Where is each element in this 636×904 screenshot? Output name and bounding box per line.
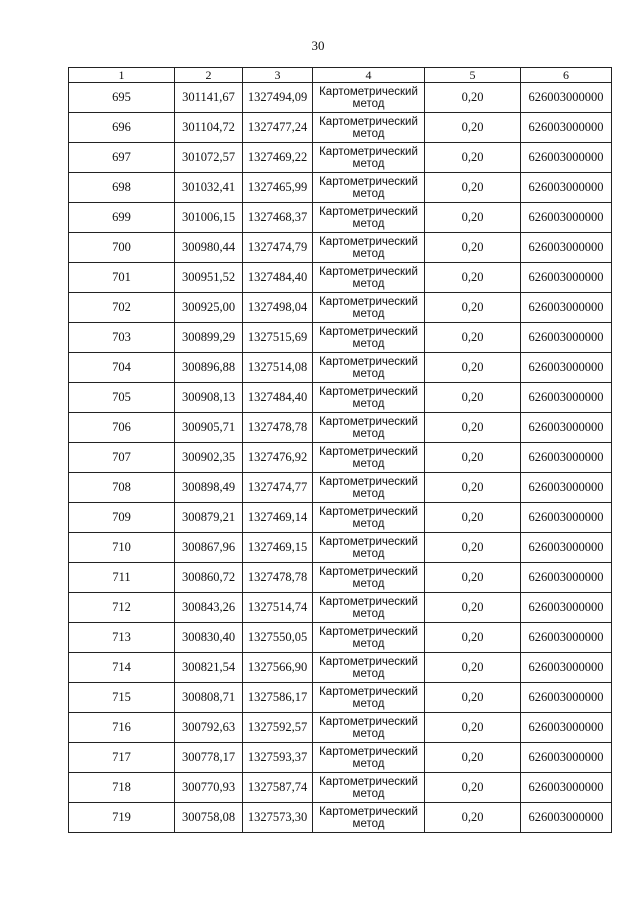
coordinate-x-cell: 300867,96 bbox=[175, 533, 243, 563]
column-header: 6 bbox=[521, 68, 612, 83]
point-number-cell: 699 bbox=[69, 203, 175, 233]
coordinate-y-cell: 1327469,15 bbox=[243, 533, 313, 563]
table-row bbox=[69, 563, 612, 593]
cadastral-code-cell: 626003000000 bbox=[521, 83, 612, 113]
coordinate-x-cell: 300808,71 bbox=[175, 683, 243, 713]
point-number-cell: 696 bbox=[69, 113, 175, 143]
method-cell bbox=[313, 713, 425, 743]
method-cell bbox=[313, 503, 425, 533]
accuracy-cell: 0,20 bbox=[425, 263, 521, 293]
cadastral-code-cell: 626003000000 bbox=[521, 653, 612, 683]
point-number-cell: 703 bbox=[69, 323, 175, 353]
cadastral-code-cell: 626003000000 bbox=[521, 473, 612, 503]
coordinate-y-cell: 1327474,79 bbox=[243, 233, 313, 263]
coordinate-x-cell: 300905,71 bbox=[175, 413, 243, 443]
accuracy-cell: 0,20 bbox=[425, 353, 521, 383]
method-cell bbox=[313, 143, 425, 173]
accuracy-cell: 0,20 bbox=[425, 623, 521, 653]
cadastral-code-cell: 626003000000 bbox=[521, 383, 612, 413]
column-header: 4 bbox=[313, 68, 425, 83]
point-number-cell: 695 bbox=[69, 83, 175, 113]
method-text: метод bbox=[352, 307, 385, 320]
point-number-cell: 718 bbox=[69, 773, 175, 803]
page-number: 30 bbox=[311, 38, 325, 53]
point-number-cell: 697 bbox=[69, 143, 175, 173]
method-cell bbox=[313, 383, 425, 413]
coordinate-y-cell: 1327498,04 bbox=[243, 293, 313, 323]
coordinate-x-cell: 301141,67 bbox=[175, 83, 243, 113]
cadastral-code-cell: 626003000000 bbox=[521, 173, 612, 203]
cadastral-code-cell: 626003000000 bbox=[521, 233, 612, 263]
method-cell bbox=[313, 593, 425, 623]
cadastral-code-cell: 626003000000 bbox=[521, 623, 612, 653]
accuracy-cell: 0,20 bbox=[425, 713, 521, 743]
point-number-cell: 702 bbox=[69, 293, 175, 323]
column-header: 2 bbox=[175, 68, 243, 83]
accuracy-cell: 0,20 bbox=[425, 773, 521, 803]
cadastral-code-cell: 626003000000 bbox=[521, 323, 612, 353]
method-text: Картометрический bbox=[319, 445, 418, 458]
coordinate-x-cell: 300830,40 bbox=[175, 623, 243, 653]
point-number-cell: 713 bbox=[69, 623, 175, 653]
coordinate-x-cell: 301006,15 bbox=[175, 203, 243, 233]
point-number-cell: 716 bbox=[69, 713, 175, 743]
point-number-cell: 712 bbox=[69, 593, 175, 623]
method-text: Картометрический bbox=[319, 325, 418, 338]
table-row bbox=[69, 473, 612, 503]
coordinate-y-cell: 1327478,78 bbox=[243, 413, 313, 443]
cadastral-code-cell: 626003000000 bbox=[521, 713, 612, 743]
cadastral-code-cell: 626003000000 bbox=[521, 443, 612, 473]
table-row bbox=[69, 503, 612, 533]
coordinate-y-cell: 1327514,08 bbox=[243, 353, 313, 383]
coordinate-x-cell: 300896,88 bbox=[175, 353, 243, 383]
cadastral-code-cell: 626003000000 bbox=[521, 413, 612, 443]
table-row bbox=[69, 323, 612, 353]
table-row bbox=[69, 713, 612, 743]
table-row bbox=[69, 623, 612, 653]
coordinates-table bbox=[68, 67, 612, 833]
cadastral-code-cell: 626003000000 bbox=[521, 563, 612, 593]
table-row bbox=[69, 683, 612, 713]
coordinate-y-cell: 1327593,37 bbox=[243, 743, 313, 773]
method-text: Картометрический bbox=[319, 295, 418, 308]
point-number-cell: 698 bbox=[69, 173, 175, 203]
method-text: Картометрический bbox=[319, 475, 418, 488]
method-text: метод bbox=[352, 427, 385, 440]
method-cell bbox=[313, 83, 425, 113]
accuracy-cell: 0,20 bbox=[425, 683, 521, 713]
cadastral-code-cell: 626003000000 bbox=[521, 743, 612, 773]
method-cell bbox=[313, 473, 425, 503]
coordinate-y-cell: 1327469,14 bbox=[243, 503, 313, 533]
method-text: Картометрический bbox=[319, 205, 418, 218]
coordinate-x-cell: 300980,44 bbox=[175, 233, 243, 263]
coordinate-x-cell: 300908,13 bbox=[175, 383, 243, 413]
coordinate-y-cell: 1327587,74 bbox=[243, 773, 313, 803]
method-text: Картометрический bbox=[319, 145, 418, 158]
cadastral-code-cell: 626003000000 bbox=[521, 203, 612, 233]
method-cell bbox=[313, 293, 425, 323]
accuracy-cell: 0,20 bbox=[425, 383, 521, 413]
accuracy-cell: 0,20 bbox=[425, 143, 521, 173]
table-row bbox=[69, 593, 612, 623]
coordinate-y-cell: 1327550,05 bbox=[243, 623, 313, 653]
accuracy-cell: 0,20 bbox=[425, 593, 521, 623]
coordinate-y-cell: 1327476,92 bbox=[243, 443, 313, 473]
method-text: метод bbox=[352, 337, 385, 350]
method-cell bbox=[313, 533, 425, 563]
method-cell bbox=[313, 773, 425, 803]
method-text: метод bbox=[352, 577, 385, 590]
accuracy-cell: 0,20 bbox=[425, 83, 521, 113]
method-text: метод bbox=[352, 397, 385, 410]
table-row bbox=[69, 653, 612, 683]
method-text: Картометрический bbox=[319, 565, 418, 578]
method-cell bbox=[313, 563, 425, 593]
coordinate-x-cell: 300951,52 bbox=[175, 263, 243, 293]
method-text: метод bbox=[352, 607, 385, 620]
table-row bbox=[69, 293, 612, 323]
coordinate-y-cell: 1327573,30 bbox=[243, 803, 313, 833]
accuracy-cell: 0,20 bbox=[425, 653, 521, 683]
coordinate-y-cell: 1327566,90 bbox=[243, 653, 313, 683]
point-number-cell: 706 bbox=[69, 413, 175, 443]
accuracy-cell: 0,20 bbox=[425, 203, 521, 233]
method-text: Картометрический bbox=[319, 595, 418, 608]
method-text: Картометрический bbox=[319, 355, 418, 368]
point-number-cell: 715 bbox=[69, 683, 175, 713]
method-text: метод bbox=[352, 457, 385, 470]
coordinate-y-cell: 1327484,40 bbox=[243, 263, 313, 293]
table-row bbox=[69, 803, 612, 833]
accuracy-cell: 0,20 bbox=[425, 293, 521, 323]
method-text: Картометрический bbox=[319, 265, 418, 278]
method-text: метод bbox=[352, 817, 385, 830]
method-text: метод bbox=[352, 727, 385, 740]
point-number-cell: 709 bbox=[69, 503, 175, 533]
accuracy-cell: 0,20 bbox=[425, 113, 521, 143]
method-text: метод bbox=[352, 367, 385, 380]
method-cell bbox=[313, 173, 425, 203]
method-text: метод bbox=[352, 787, 385, 800]
table-row bbox=[69, 383, 612, 413]
method-text: метод bbox=[352, 127, 385, 140]
method-text: метод bbox=[352, 487, 385, 500]
accuracy-cell: 0,20 bbox=[425, 473, 521, 503]
cadastral-code-cell: 626003000000 bbox=[521, 533, 612, 563]
table-row bbox=[69, 233, 612, 263]
coordinate-x-cell: 300899,29 bbox=[175, 323, 243, 353]
method-text: Картометрический bbox=[319, 535, 418, 548]
cadastral-code-cell: 626003000000 bbox=[521, 593, 612, 623]
coordinate-x-cell: 300792,63 bbox=[175, 713, 243, 743]
method-cell bbox=[313, 743, 425, 773]
point-number-cell: 710 bbox=[69, 533, 175, 563]
point-number-cell: 711 bbox=[69, 563, 175, 593]
accuracy-cell: 0,20 bbox=[425, 563, 521, 593]
method-text: Картометрический bbox=[319, 745, 418, 758]
method-cell bbox=[313, 413, 425, 443]
point-number-cell: 701 bbox=[69, 263, 175, 293]
coordinate-y-cell: 1327494,09 bbox=[243, 83, 313, 113]
cadastral-code-cell: 626003000000 bbox=[521, 143, 612, 173]
point-number-cell: 704 bbox=[69, 353, 175, 383]
cadastral-code-cell: 626003000000 bbox=[521, 503, 612, 533]
point-number-cell: 705 bbox=[69, 383, 175, 413]
accuracy-cell: 0,20 bbox=[425, 323, 521, 353]
method-text: метод bbox=[352, 667, 385, 680]
method-text: метод bbox=[352, 517, 385, 530]
method-cell bbox=[313, 443, 425, 473]
table-row bbox=[69, 113, 612, 143]
method-text: метод bbox=[352, 97, 385, 110]
cadastral-code-cell: 626003000000 bbox=[521, 113, 612, 143]
coordinate-x-cell: 300925,00 bbox=[175, 293, 243, 323]
method-text: метод bbox=[352, 637, 385, 650]
coordinate-y-cell: 1327465,99 bbox=[243, 173, 313, 203]
point-number-cell: 707 bbox=[69, 443, 175, 473]
point-number-cell: 717 bbox=[69, 743, 175, 773]
coordinate-x-cell: 300770,93 bbox=[175, 773, 243, 803]
accuracy-cell: 0,20 bbox=[425, 443, 521, 473]
point-number-cell: 714 bbox=[69, 653, 175, 683]
table-row bbox=[69, 83, 612, 113]
method-cell bbox=[313, 323, 425, 353]
method-text: Картометрический bbox=[319, 115, 418, 128]
column-header: 3 bbox=[243, 68, 313, 83]
table-row bbox=[69, 413, 612, 443]
cadastral-code-cell: 626003000000 bbox=[521, 803, 612, 833]
accuracy-cell: 0,20 bbox=[425, 233, 521, 263]
coordinate-y-cell: 1327478,78 bbox=[243, 563, 313, 593]
coordinate-x-cell: 300758,08 bbox=[175, 803, 243, 833]
table-row bbox=[69, 443, 612, 473]
coordinate-y-cell: 1327592,57 bbox=[243, 713, 313, 743]
method-text: Картометрический bbox=[319, 775, 418, 788]
accuracy-cell: 0,20 bbox=[425, 413, 521, 443]
method-text: метод bbox=[352, 547, 385, 560]
point-number-cell: 719 bbox=[69, 803, 175, 833]
coordinate-y-cell: 1327514,74 bbox=[243, 593, 313, 623]
table-row bbox=[69, 533, 612, 563]
method-text: Картометрический bbox=[319, 805, 418, 818]
cadastral-code-cell: 626003000000 bbox=[521, 353, 612, 383]
coordinate-y-cell: 1327474,77 bbox=[243, 473, 313, 503]
coordinate-y-cell: 1327477,24 bbox=[243, 113, 313, 143]
method-text: Картометрический bbox=[319, 385, 418, 398]
coordinate-x-cell: 300860,72 bbox=[175, 563, 243, 593]
table-row bbox=[69, 173, 612, 203]
method-text: метод bbox=[352, 757, 385, 770]
coordinate-x-cell: 301032,41 bbox=[175, 173, 243, 203]
table-row bbox=[69, 743, 612, 773]
coordinate-y-cell: 1327469,22 bbox=[243, 143, 313, 173]
method-text: Картометрический bbox=[319, 175, 418, 188]
method-text: Картометрический bbox=[319, 415, 418, 428]
method-text: метод bbox=[352, 277, 385, 290]
table-body bbox=[69, 83, 612, 833]
column-header: 5 bbox=[425, 68, 521, 83]
method-cell bbox=[313, 113, 425, 143]
method-text: Картометрический bbox=[319, 625, 418, 638]
method-text: метод bbox=[352, 247, 385, 260]
coordinate-x-cell: 300902,35 bbox=[175, 443, 243, 473]
method-cell bbox=[313, 233, 425, 263]
method-cell bbox=[313, 263, 425, 293]
method-text: Картометрический bbox=[319, 85, 418, 98]
coordinate-x-cell: 301072,57 bbox=[175, 143, 243, 173]
accuracy-cell: 0,20 bbox=[425, 503, 521, 533]
accuracy-cell: 0,20 bbox=[425, 743, 521, 773]
accuracy-cell: 0,20 bbox=[425, 173, 521, 203]
method-cell bbox=[313, 203, 425, 233]
method-cell bbox=[313, 653, 425, 683]
cadastral-code-cell: 626003000000 bbox=[521, 773, 612, 803]
point-number-cell: 700 bbox=[69, 233, 175, 263]
method-cell bbox=[313, 803, 425, 833]
coordinate-x-cell: 300879,21 bbox=[175, 503, 243, 533]
method-cell bbox=[313, 353, 425, 383]
coordinate-x-cell: 300898,49 bbox=[175, 473, 243, 503]
table-row bbox=[69, 773, 612, 803]
coordinate-y-cell: 1327484,40 bbox=[243, 383, 313, 413]
table-row bbox=[69, 203, 612, 233]
method-text: Картометрический bbox=[319, 655, 418, 668]
cadastral-code-cell: 626003000000 bbox=[521, 683, 612, 713]
accuracy-cell: 0,20 bbox=[425, 803, 521, 833]
coordinate-x-cell: 301104,72 bbox=[175, 113, 243, 143]
method-cell bbox=[313, 623, 425, 653]
method-text: Картометрический bbox=[319, 235, 418, 248]
point-number-cell: 708 bbox=[69, 473, 175, 503]
method-text: метод bbox=[352, 187, 385, 200]
table-row bbox=[69, 353, 612, 383]
coordinate-y-cell: 1327515,69 bbox=[243, 323, 313, 353]
coordinate-y-cell: 1327586,17 bbox=[243, 683, 313, 713]
coordinate-y-cell: 1327468,37 bbox=[243, 203, 313, 233]
method-text: Картометрический bbox=[319, 685, 418, 698]
method-text: Картометрический bbox=[319, 715, 418, 728]
method-text: метод bbox=[352, 697, 385, 710]
cadastral-code-cell: 626003000000 bbox=[521, 293, 612, 323]
method-text: метод bbox=[352, 157, 385, 170]
table-row bbox=[69, 143, 612, 173]
coordinate-x-cell: 300778,17 bbox=[175, 743, 243, 773]
coordinate-x-cell: 300843,26 bbox=[175, 593, 243, 623]
accuracy-cell: 0,20 bbox=[425, 533, 521, 563]
column-header: 1 bbox=[69, 68, 175, 83]
table-header-row bbox=[69, 68, 612, 83]
method-text: Картометрический bbox=[319, 505, 418, 518]
coordinate-x-cell: 300821,54 bbox=[175, 653, 243, 683]
method-cell bbox=[313, 683, 425, 713]
cadastral-code-cell: 626003000000 bbox=[521, 263, 612, 293]
method-text: метод bbox=[352, 217, 385, 230]
table-row bbox=[69, 263, 612, 293]
